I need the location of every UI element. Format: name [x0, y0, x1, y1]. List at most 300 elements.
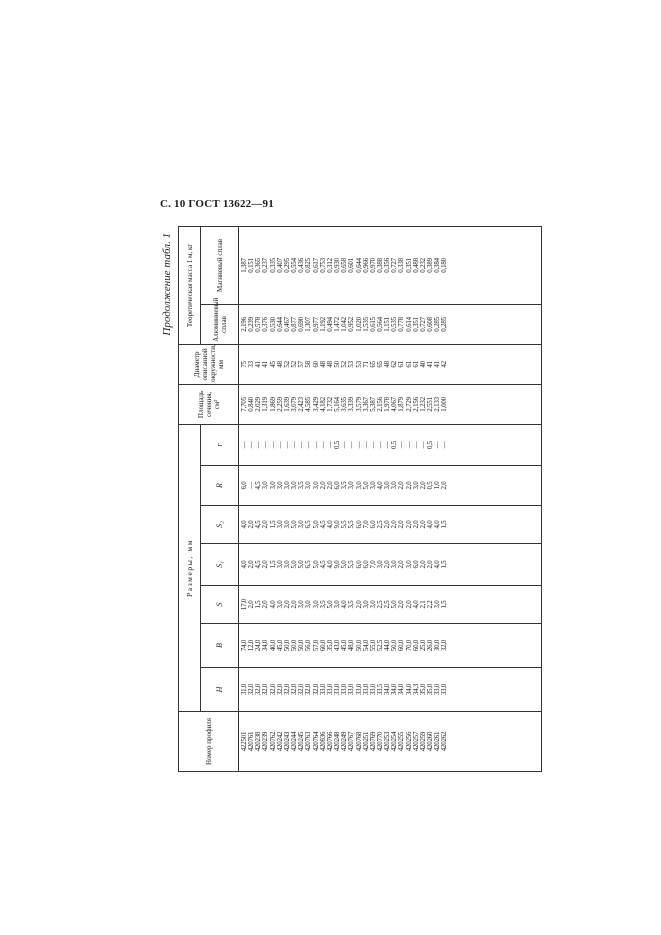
table-cell: 3,0: [276, 520, 284, 529]
table-cell: 3,0: [283, 481, 291, 490]
table-cell: 420761: [248, 731, 256, 752]
table-cell: —: [362, 441, 370, 449]
table-cell: 0,356: [384, 258, 392, 273]
table-cell: 7,705: [241, 397, 248, 412]
table-cell: 0,467: [283, 317, 291, 332]
table-cell: 420257: [412, 731, 420, 752]
table-cell: 34,0: [391, 683, 399, 696]
table-cell: 32,0: [276, 683, 284, 696]
table-cell: 4,5: [255, 481, 263, 490]
table-cell: —: [398, 441, 406, 449]
table-cell: 7,0: [369, 560, 377, 569]
table-cell: 0,554: [291, 258, 299, 273]
table-cell: 420766: [326, 731, 334, 752]
table-cell: —: [305, 441, 313, 449]
table-cell: 41: [427, 361, 435, 368]
table-cell: 32,0: [255, 683, 263, 696]
table-cell: 0,295: [283, 258, 291, 273]
table-cell: 34,0: [384, 683, 392, 696]
table-cell: 32,0: [283, 683, 291, 696]
table-cell: —: [384, 441, 392, 449]
table-cell: 4,0: [326, 520, 334, 529]
table-cell: 6,0: [355, 560, 363, 569]
table-cell: 422501: [241, 731, 248, 752]
table-cell: —: [283, 441, 291, 449]
table-cell: 5,0: [298, 560, 306, 569]
table-cell: 4,0: [269, 600, 277, 609]
table-cell: 1,042: [341, 317, 349, 332]
table-cell: 5,0: [341, 560, 349, 569]
table-cell: 33,0: [369, 683, 377, 696]
profile-table: [178, 226, 542, 772]
table-cell: 2,729: [405, 397, 413, 412]
table-cell: 32,0: [269, 683, 277, 696]
table-cell: 1,307: [305, 317, 313, 332]
table-cell: 3,367: [362, 397, 370, 412]
table-cell: 2,0: [291, 600, 299, 609]
table-cell: 1,869: [269, 397, 277, 412]
table-cell: 3,0: [312, 481, 320, 490]
table-cell: 3,079: [291, 397, 299, 412]
table-cell: 3,5: [298, 481, 306, 490]
table-cell: 48: [276, 361, 284, 368]
table-cell: 0,239: [248, 317, 256, 332]
table-cell: 45: [269, 361, 277, 368]
table-cell: 2,0: [405, 481, 413, 490]
table-cell: 1,5: [441, 600, 449, 609]
table-cell: 0,615: [369, 317, 377, 332]
table-cell: 3,429: [312, 397, 320, 412]
table-cell: 0,970: [369, 258, 377, 273]
table-cell: 6,5: [305, 520, 313, 529]
table-cell: 1,319: [262, 397, 270, 412]
table-cell: 0,617: [312, 258, 320, 273]
table-cell: 1,5: [255, 600, 263, 609]
table-cell: 420763: [305, 731, 313, 752]
table-cell: 2,0: [419, 481, 427, 490]
table-cell: 35,0: [326, 639, 334, 652]
table-cell: 3,0: [298, 600, 306, 609]
table-cell: —: [412, 441, 420, 449]
table-cell: 45,0: [341, 639, 349, 652]
table-cell: 0,351: [412, 317, 420, 332]
table-cell: 3,0: [391, 481, 399, 490]
table-cell: 53: [355, 361, 363, 368]
table-cell: 4,5: [255, 520, 263, 529]
table-cell: 44,0: [384, 639, 392, 652]
table-cell: 1,020: [355, 317, 363, 332]
col-b: [239, 624, 542, 668]
table-cell: 0,564: [376, 317, 384, 332]
table-cell: 61: [398, 361, 406, 368]
table-cell: 34,3: [412, 683, 420, 696]
table-cell: 3,0: [283, 520, 291, 529]
table-cell: 6,0: [362, 560, 370, 569]
page-header: С. 10 ГОСТ 13622—91: [160, 198, 274, 210]
table-cell: 61: [412, 361, 420, 368]
table-cell: 1,232: [419, 397, 427, 412]
header-s1: S₁: [201, 544, 239, 586]
table-cell: 420769: [369, 731, 377, 752]
table-cell: 2,133: [434, 397, 442, 412]
table-cell: 33,5: [376, 683, 384, 696]
table-cell: 0,488: [412, 258, 420, 273]
table-cell: 0,644: [355, 258, 363, 273]
table-cell: 5,0: [312, 520, 320, 529]
table-cell: 34,0: [262, 639, 270, 652]
table-cell: 57: [298, 361, 306, 368]
table-cell: 5,164: [334, 397, 342, 412]
table-cell: —: [276, 441, 284, 449]
table-cell: 2,156: [376, 397, 384, 412]
table-cell: 6,0: [334, 481, 342, 490]
table-cell: 1,5: [269, 520, 277, 529]
table-cell: 4,0: [241, 520, 248, 529]
table-cell: 4,182: [319, 397, 327, 412]
table-cell: 5,0: [312, 560, 320, 569]
table-cell: 2,0: [319, 481, 327, 490]
table-cell: 32,0: [305, 683, 313, 696]
table-cell: 0,151: [248, 258, 256, 273]
table-cell: 6,0: [412, 560, 420, 569]
table-cell: 420836: [319, 731, 327, 752]
table-cell: 45,0: [276, 639, 284, 652]
table-cell: 60,0: [412, 639, 420, 652]
table-cell: 3,0: [412, 481, 420, 490]
table-cell: 1,5: [441, 520, 449, 529]
table-cell: 3,0: [276, 481, 284, 490]
table-cell: 33,0: [334, 683, 342, 696]
col-diameter: [239, 344, 542, 384]
table-cell: 3,0: [283, 560, 291, 569]
table-cell: 2,0: [355, 600, 363, 609]
table-cell: 2,259: [276, 397, 284, 412]
table-cell: 3,0: [348, 481, 356, 490]
table-cell: 420242: [276, 731, 284, 752]
table-cell: 3,0: [298, 520, 306, 529]
table-cell: —: [326, 441, 334, 449]
table-cell: 4,0: [434, 560, 442, 569]
table-cell: 33,0: [319, 683, 327, 696]
table-cell: 3,5: [341, 481, 349, 490]
table-cell: 52: [341, 361, 349, 368]
table-cell: 2,0: [427, 560, 435, 569]
table-cell: 58: [305, 361, 313, 368]
table-cell: 0,5: [334, 440, 342, 449]
table-cell: 4,5: [255, 560, 263, 569]
table-cell: 1,5: [441, 560, 449, 569]
table-cell: 0,601: [348, 258, 356, 273]
table-cell: 1,732: [326, 397, 334, 412]
table-cell: —: [419, 441, 427, 449]
table-cell: —: [269, 441, 277, 449]
table-cell: 4,0: [412, 600, 420, 609]
table-cell: 5,5: [348, 560, 356, 569]
table-cell: 420239: [262, 731, 270, 752]
table-cell: 0,335: [269, 258, 277, 273]
col-r-small: [239, 424, 542, 465]
rotated-table-block: [161, 227, 556, 772]
table-cell: 2,0: [441, 481, 449, 490]
table-cell: 1,0: [434, 481, 442, 490]
header-aluminium: Алюминиевый сплав: [201, 304, 239, 344]
table-cell: 0,614: [405, 317, 413, 332]
table-cell: 420260: [427, 731, 435, 752]
table-cell: 420768: [355, 731, 363, 752]
table-cell: —: [248, 482, 256, 489]
table-cell: 12,0: [248, 639, 256, 652]
table-cell: 2,0: [405, 520, 413, 529]
table-cell: 420251: [362, 731, 370, 752]
table-cell: 420259: [419, 731, 427, 752]
col-profile: [239, 712, 542, 772]
header-mass: Теоретическая масса 1 м, кг: [179, 226, 201, 344]
col-area: [239, 384, 542, 424]
table-cell: 42: [441, 361, 449, 368]
table-cell: 5,0: [291, 560, 299, 569]
table-cell: 420262: [441, 731, 449, 752]
table-cell: 2,029: [255, 397, 263, 412]
table-cell: 6,0: [355, 520, 363, 529]
table-cell: 420244: [291, 731, 299, 752]
table-cell: 420243: [283, 731, 291, 752]
table-cell: 33,0: [434, 683, 442, 696]
table-cell: —: [319, 441, 327, 449]
table-cell: 0,5: [427, 440, 435, 449]
table-cell: 50,0: [355, 639, 363, 652]
table-cell: 4,0: [326, 560, 334, 569]
table-cell: 2,0: [248, 520, 256, 529]
table-cell: 0,727: [391, 258, 399, 273]
table-cell: 1,387: [241, 258, 248, 273]
table-cell: 420248: [334, 731, 342, 752]
header-s2: S₂: [201, 506, 239, 544]
table-cell: 43,0: [334, 639, 342, 652]
table-cell: 40: [419, 361, 427, 368]
table-cell: 0,494: [326, 317, 334, 332]
table-cell: 33,0: [441, 683, 449, 696]
table-cell: —: [369, 441, 377, 449]
table-cell: 420261: [434, 731, 442, 752]
table-cell: 70,0: [405, 639, 413, 652]
table-cell: 32,0: [248, 683, 256, 696]
table-cell: —: [262, 441, 270, 449]
table-cell: 0,180: [441, 258, 449, 273]
table-cell: 2,1: [419, 600, 427, 609]
table-cell: 40,0: [269, 639, 277, 652]
table-cell: 3,0: [376, 560, 384, 569]
table-cell: 75: [241, 361, 248, 368]
table-cell: 3,0: [334, 600, 342, 609]
header-h: H: [201, 668, 239, 712]
continuation-label: Продолжение табл. 1: [161, 233, 173, 336]
table-cell: 2,0: [412, 520, 420, 529]
table-cell: 2,0: [384, 520, 392, 529]
table-cell: 50,0: [391, 639, 399, 652]
table-cell: 3,0: [305, 481, 313, 490]
table-cell: 420238: [255, 731, 263, 752]
table-cell: 2,0: [405, 600, 413, 609]
table-cell: 5,0: [326, 600, 334, 609]
table-cell: 4,0: [241, 560, 248, 569]
table-cell: 54,0: [362, 639, 370, 652]
table-cell: 26,0: [427, 639, 435, 652]
header-area: Площадь сечения, см²: [179, 384, 239, 424]
table-cell: 0,840: [248, 397, 256, 412]
table-cell: 2,156: [412, 397, 420, 412]
table-cell: 3,0: [384, 481, 392, 490]
col-aluminium: [239, 304, 542, 344]
table-cell: 2,0: [391, 520, 399, 529]
table-cell: 0,384: [434, 258, 442, 273]
table-cell: 25,0: [419, 639, 427, 652]
table-cell: —: [248, 441, 256, 449]
table-cell: 7,0: [362, 520, 370, 529]
table-cell: 3,0: [369, 600, 377, 609]
table-cell: 0,351: [405, 258, 413, 273]
table-cell: —: [312, 441, 320, 449]
table-cell: 3,0: [391, 560, 399, 569]
table-cell: 3,0: [405, 560, 413, 569]
table-cell: 420249: [341, 731, 349, 752]
table-cell: 420256: [405, 731, 413, 752]
table-cell: 2,0: [384, 560, 392, 569]
table-cell: 0,5: [391, 440, 399, 449]
table-cell: 3,0: [434, 600, 442, 609]
table-cell: 2,0: [262, 600, 270, 609]
table-cell: 0,608: [427, 317, 435, 332]
table-cell: 17,0: [241, 598, 248, 611]
col-magnesium: [239, 226, 542, 304]
table-cell: 32,0: [441, 639, 449, 652]
table-cell: —: [255, 441, 263, 449]
table-cell: 0,535: [391, 317, 399, 332]
table-cell: 0,388: [376, 258, 384, 273]
table-cell: 3,5: [319, 600, 327, 609]
table-cell: 4,5: [319, 520, 327, 529]
table-cell: 65: [369, 361, 377, 368]
table-cell: 56,0: [305, 639, 313, 652]
table-cell: 2,0: [398, 600, 406, 609]
table-cell: 32,0: [291, 683, 299, 696]
table-cell: 2,0: [398, 560, 406, 569]
col-r-big: [239, 466, 542, 506]
table-cell: 9,0: [334, 560, 342, 569]
table-cell: 3,0: [305, 600, 313, 609]
table-cell: 2,196: [241, 317, 248, 332]
header-diameter: Диаметр описанной окружности, мм: [179, 344, 239, 384]
table-cell: 2,5: [376, 520, 384, 529]
table-cell: 48,0: [348, 639, 356, 652]
table-cell: 0,778: [398, 317, 406, 332]
table-cell: 2,0: [262, 520, 270, 529]
table-cell: 52,5: [376, 639, 384, 652]
table-cell: 71: [362, 361, 370, 368]
table-cell: 4,067: [391, 397, 399, 412]
table-cell: 0,312: [326, 258, 334, 273]
table-cell: 31,0: [241, 683, 248, 696]
table-cell: 3,0: [276, 600, 284, 609]
table-cell: 2,0: [419, 560, 427, 569]
table-cell: 420767: [348, 731, 356, 752]
table-cell: 0,338: [398, 258, 406, 273]
col-s: [239, 586, 542, 624]
table-cell: 4,0: [341, 600, 349, 609]
table-cell: 48: [319, 361, 327, 368]
table-cell: 2,0: [398, 520, 406, 529]
table-cell: 1,151: [384, 317, 392, 332]
table-cell: 3,0: [362, 600, 370, 609]
table-cell: 3,579: [355, 397, 363, 412]
table-cell: 0,966: [362, 258, 370, 273]
table-cell: 6,5: [305, 560, 313, 569]
table-cell: —: [241, 441, 248, 449]
table-cell: 420254: [391, 731, 399, 752]
table-cell: 3,0: [291, 481, 299, 490]
table-cell: 1,879: [398, 397, 406, 412]
table-cell: 32,0: [312, 683, 320, 696]
table-cell: —: [341, 441, 349, 449]
table-cell: 0,825: [305, 258, 313, 273]
table-cell: 0,578: [255, 317, 263, 332]
header-r-small: r: [201, 424, 239, 465]
table-cell: 4,0: [376, 481, 384, 490]
table-cell: 33,0: [348, 683, 356, 696]
table-cell: 41: [255, 361, 263, 368]
table-cell: 2,0: [326, 481, 334, 490]
table-cell: 5,5: [348, 520, 356, 529]
table-cell: 5,0: [291, 520, 299, 529]
table-cell: 53: [348, 361, 356, 368]
table-cell: 5,0: [391, 600, 399, 609]
table-cell: 41: [262, 361, 270, 368]
table-cell: 34,0: [405, 683, 413, 696]
table-cell: 3,5: [348, 600, 356, 609]
table-cell: 48: [384, 361, 392, 368]
table-cell: —: [434, 441, 442, 449]
table-cell: 0,977: [312, 317, 320, 332]
table-cell: 4,5: [319, 560, 327, 569]
table-cell: 2,2: [427, 600, 435, 609]
table-cell: 420245: [298, 731, 306, 752]
table-cell: 50,0: [298, 639, 306, 652]
table-cell: 33: [248, 361, 256, 368]
table-cell: —: [376, 441, 384, 449]
table-cell: 0,365: [255, 258, 263, 273]
table-cell: —: [291, 441, 299, 449]
table-cell: 2,0: [419, 520, 427, 529]
table-cell: 60,0: [319, 639, 327, 652]
table-cell: 5,0: [362, 481, 370, 490]
table-cell: 55,0: [369, 639, 377, 652]
table-cell: 0,232: [419, 258, 427, 273]
table-cell: 3,339: [348, 397, 356, 412]
table-cell: 2,551: [427, 397, 435, 412]
table-cell: 1,535: [362, 317, 370, 332]
table-cell: 1,5: [269, 560, 277, 569]
table-cell: 0,376: [262, 317, 270, 332]
table-cell: 420762: [269, 731, 277, 752]
table-cell: 0,930: [334, 258, 342, 273]
table-cell: —: [355, 441, 363, 449]
table-cell: 57,0: [312, 639, 320, 652]
table-cell: 0,753: [319, 258, 327, 273]
table-cell: 5,387: [369, 397, 377, 412]
table-cell: 3,0: [262, 481, 270, 490]
table-cell: 2,423: [298, 397, 306, 412]
header-dimensions: Размеры, мм: [179, 424, 201, 711]
table-cell: 33,0: [326, 683, 334, 696]
